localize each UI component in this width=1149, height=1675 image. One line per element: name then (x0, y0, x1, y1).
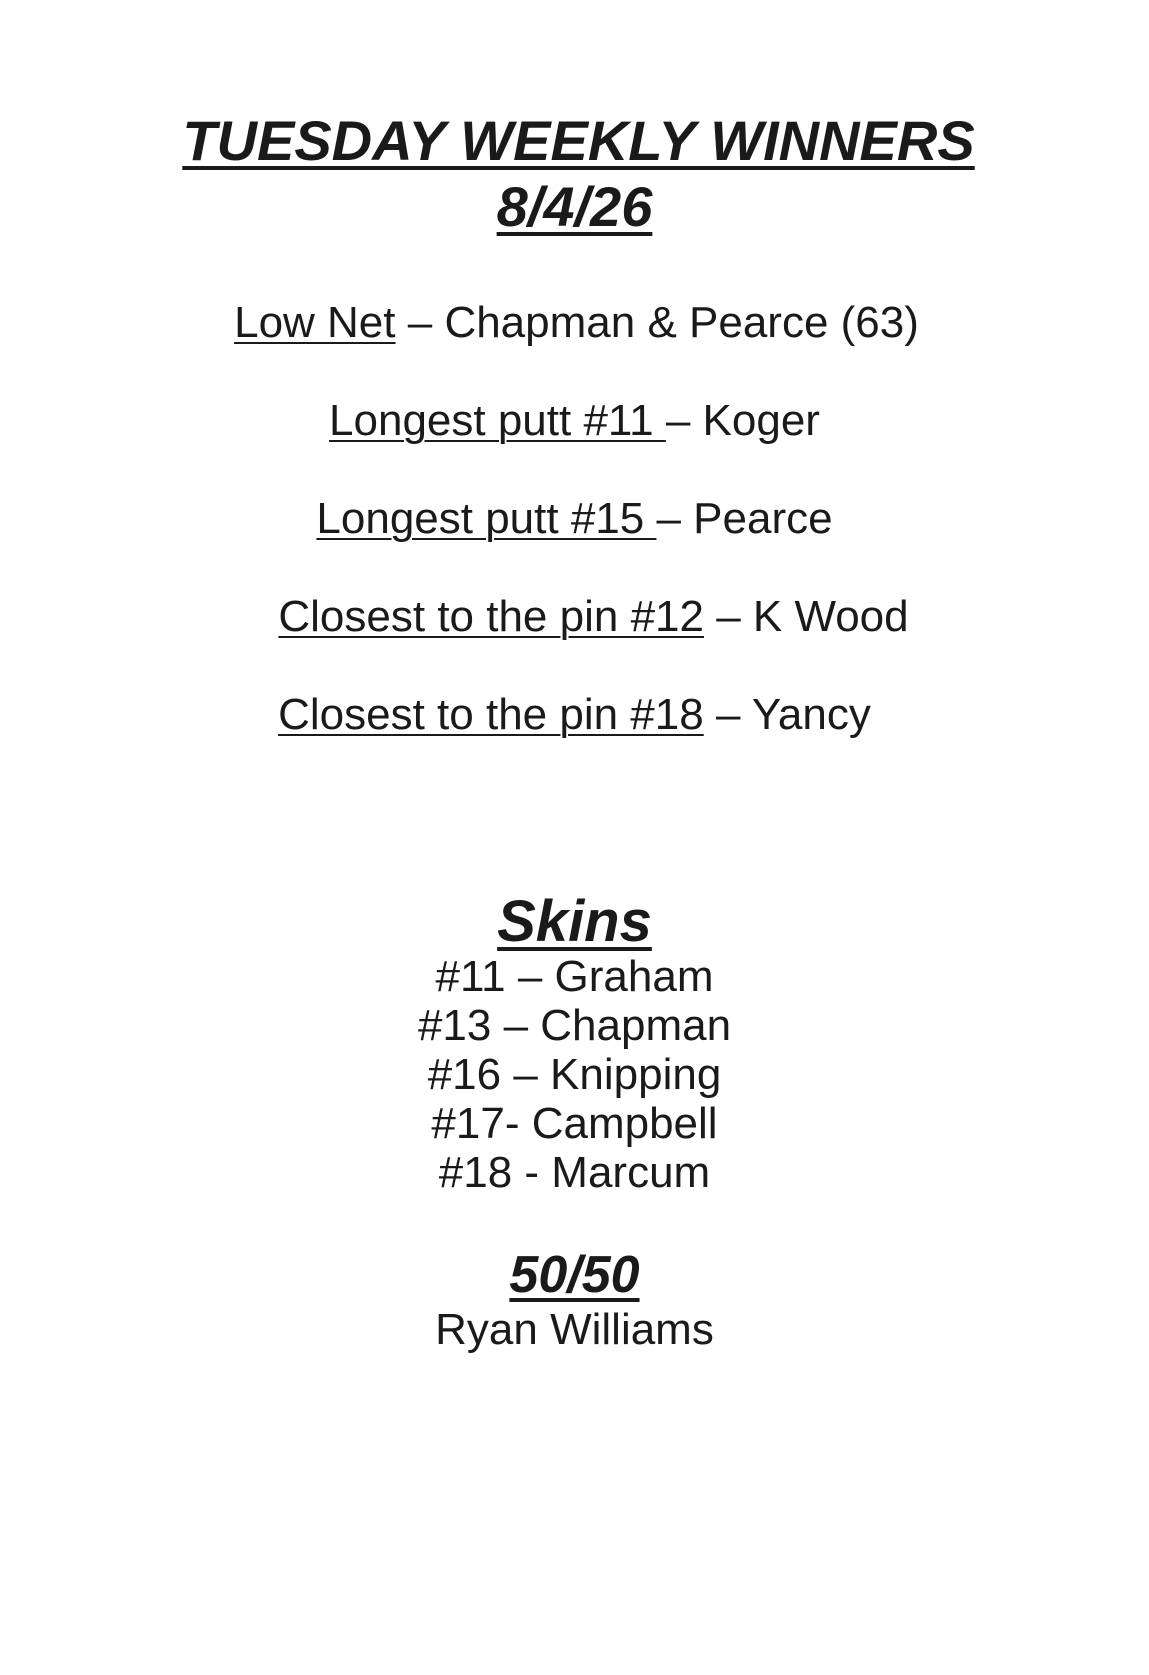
award-winner: Koger (702, 396, 820, 445)
skins-item: #18 - Marcum (438, 1148, 711, 1197)
award-longest-putt-11 (0, 396, 1149, 446)
page-title: TUESDAY WEEKLY WINNERS (182, 109, 975, 172)
award-winner: K Wood (752, 592, 909, 641)
skins-heading: Skins (497, 889, 652, 954)
award-closest-pin-18 (0, 690, 1149, 740)
award-label: Low Net (234, 298, 396, 347)
award-winner: Pearce (693, 494, 833, 543)
fifty-fifty-winner: Ryan Williams (435, 1305, 714, 1354)
skins-item: #16 – Knipping (427, 1050, 722, 1099)
award-longest-putt-15 (0, 494, 1149, 544)
award-winner: Chapman & Pearce (63) (444, 298, 919, 347)
award-low-net (0, 298, 1149, 348)
award-separator: – (395, 298, 445, 347)
fifty-fifty-heading: 50/50 (509, 1246, 640, 1304)
page-date: 8/4/26 (496, 175, 653, 238)
skins-item: #13 – Chapman (417, 1001, 732, 1050)
skins-item: #11 – Graham (435, 952, 714, 1001)
award-separator: – (703, 592, 753, 641)
award-separator: – (656, 494, 694, 543)
award-closest-pin-12 (0, 592, 1149, 642)
award-label: Longest putt #15 (316, 494, 657, 543)
award-label: Closest to the pin #12 (278, 592, 704, 641)
award-winner: Yancy (751, 690, 871, 739)
award-label: Longest putt #11 (329, 396, 666, 445)
skins-item: #17- Campbell (431, 1099, 718, 1148)
award-separator: – (703, 690, 752, 739)
award-label: Closest to the pin #18 (278, 690, 704, 739)
award-separator: – (665, 396, 703, 445)
